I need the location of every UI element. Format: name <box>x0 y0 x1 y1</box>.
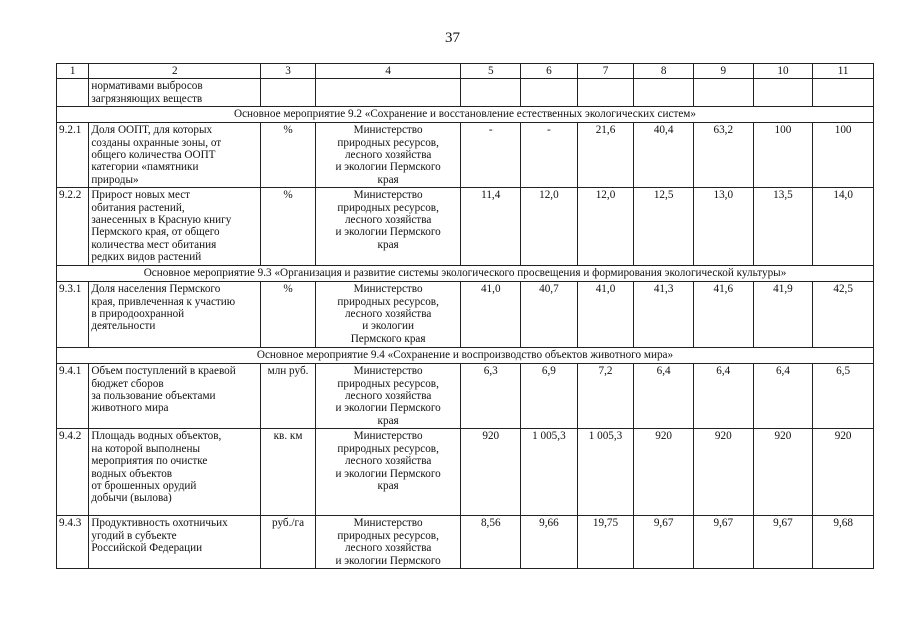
value-cell: 6,4 <box>634 364 694 429</box>
value-cell: 63,2 <box>693 123 753 188</box>
table-row <box>57 188 874 266</box>
indicator-name-cell: Доля ООПТ, для которых созданы охранные зоны, от общего количества ООПТ категории «памятники природы» <box>89 123 261 188</box>
column-number-header: 3 <box>261 64 316 79</box>
unit-cell: кв. км <box>261 429 316 516</box>
value-cell: 100 <box>753 123 813 188</box>
unit-cell: руб./га <box>261 516 316 569</box>
empty-cell <box>634 79 694 107</box>
table-row <box>57 123 874 188</box>
value-cell: 41,0 <box>577 282 634 348</box>
value-cell: 100 <box>813 123 874 188</box>
value-cell: 11,4 <box>461 188 521 266</box>
column-number-header: 11 <box>813 64 874 79</box>
empty-cell <box>693 79 753 107</box>
empty-cell <box>753 79 813 107</box>
value-cell: 1 005,3 <box>577 429 634 516</box>
empty-cell <box>261 79 316 107</box>
value-cell: 12,5 <box>634 188 694 266</box>
row-number-cell: 9.3.1 <box>57 282 89 348</box>
value-cell: 6,9 <box>521 364 578 429</box>
table-row <box>57 79 874 107</box>
executor-cell: Министерство природных ресурсов, лесного хозяйства и экологии Пермского края <box>315 188 461 266</box>
empty-cell <box>315 79 461 107</box>
column-number-header: 1 <box>57 64 89 79</box>
indicator-name-cell: Площадь водных объектов, на которой выполнены мероприятия по очистке водных объектов от брошенных орудий добычи (вылова) <box>89 429 261 516</box>
value-cell: 9,67 <box>753 516 813 569</box>
value-cell: 41,6 <box>693 282 753 348</box>
value-cell: 920 <box>461 429 521 516</box>
column-number-header: 10 <box>753 64 813 79</box>
page-number: 37 <box>445 30 460 46</box>
value-cell: 920 <box>813 429 874 516</box>
value-cell: 12,0 <box>577 188 634 266</box>
value-cell: 12,0 <box>521 188 578 266</box>
executor-cell: Министерство природных ресурсов, лесного хозяйства и экологии Пермского края <box>315 123 461 188</box>
indicators-table <box>56 63 874 569</box>
value-cell: 41,3 <box>634 282 694 348</box>
value-cell: 21,6 <box>577 123 634 188</box>
section-heading-row <box>57 348 874 364</box>
executor-cell: Министерство природных ресурсов, лесного хозяйства и экологии Пермского края <box>315 364 461 429</box>
value-cell: 6,5 <box>813 364 874 429</box>
empty-cell <box>461 79 521 107</box>
value-cell: 920 <box>753 429 813 516</box>
column-number-header: 7 <box>577 64 634 79</box>
value-cell: 14,0 <box>813 188 874 266</box>
value-cell: 1 005,3 <box>521 429 578 516</box>
value-cell: 920 <box>634 429 694 516</box>
value-cell: 7,2 <box>577 364 634 429</box>
value-cell: 8,56 <box>461 516 521 569</box>
column-number-header: 9 <box>693 64 753 79</box>
indicator-name-cell: нормативами выбросов загрязняющих веществ <box>89 79 261 107</box>
section-heading-row <box>57 107 874 123</box>
table-row <box>57 364 874 429</box>
empty-cell <box>521 79 578 107</box>
value-cell: 40,7 <box>521 282 578 348</box>
indicator-name-cell: Продуктивность охотничьих угодий в субъекте Российской Федерации <box>89 516 261 569</box>
table-row <box>57 282 874 348</box>
table-row <box>57 516 874 569</box>
empty-cell <box>813 79 874 107</box>
value-cell: 42,5 <box>813 282 874 348</box>
value-cell: - <box>461 123 521 188</box>
section-title: Основное мероприятие 9.3 «Организация и развитие системы экологического просвещения и формирования экологической культуры» <box>57 266 874 282</box>
value-cell: 13,0 <box>693 188 753 266</box>
indicator-name-cell: Объем поступлений в краевой бюджет сборов за пользование объектами животного мира <box>89 364 261 429</box>
row-number-cell: 9.4.2 <box>57 429 89 516</box>
value-cell: 6,4 <box>753 364 813 429</box>
row-number-cell: 9.4.3 <box>57 516 89 569</box>
row-number-cell <box>57 79 89 107</box>
value-cell: 41,0 <box>461 282 521 348</box>
table-header-row <box>57 64 874 79</box>
column-number-header: 4 <box>315 64 461 79</box>
value-cell: 920 <box>693 429 753 516</box>
indicator-name-cell: Доля населения Пермского края, привлеченная к участию в природоохранной деятельности <box>89 282 261 348</box>
value-cell: 9,67 <box>693 516 753 569</box>
table-row <box>57 429 874 516</box>
unit-cell: % <box>261 123 316 188</box>
unit-cell: % <box>261 188 316 266</box>
column-number-header: 2 <box>89 64 261 79</box>
value-cell: 9,67 <box>634 516 694 569</box>
indicator-name-cell: Прирост новых мест обитания растений, занесенных в Красную книгу Пермского края, от общего количества мест обитания редких видов растений <box>89 188 261 266</box>
column-number-header: 5 <box>461 64 521 79</box>
value-cell: 6,4 <box>693 364 753 429</box>
value-cell: 40,4 <box>634 123 694 188</box>
section-heading-row <box>57 266 874 282</box>
unit-cell: % <box>261 282 316 348</box>
section-title: Основное мероприятие 9.2 «Сохранение и восстановление естественных экологических систем» <box>57 107 874 123</box>
section-title: Основное мероприятие 9.4 «Сохранение и воспроизводство объектов животного мира» <box>57 348 874 364</box>
row-number-cell: 9.4.1 <box>57 364 89 429</box>
column-number-header: 6 <box>521 64 578 79</box>
empty-cell <box>577 79 634 107</box>
executor-cell: Министерство природных ресурсов, лесного хозяйства и экологии Пермского края <box>315 282 461 348</box>
value-cell: 19,75 <box>577 516 634 569</box>
value-cell: - <box>521 123 578 188</box>
value-cell: 6,3 <box>461 364 521 429</box>
row-number-cell: 9.2.1 <box>57 123 89 188</box>
value-cell: 9,66 <box>521 516 578 569</box>
executor-cell: Министерство природных ресурсов, лесного хозяйства и экологии Пермского <box>315 516 461 569</box>
unit-cell: млн руб. <box>261 364 316 429</box>
column-number-header: 8 <box>634 64 694 79</box>
row-number-cell: 9.2.2 <box>57 188 89 266</box>
value-cell: 41,9 <box>753 282 813 348</box>
value-cell: 13,5 <box>753 188 813 266</box>
value-cell: 9,68 <box>813 516 874 569</box>
executor-cell: Министерство природных ресурсов, лесного хозяйства и экологии Пермского края <box>315 429 461 516</box>
